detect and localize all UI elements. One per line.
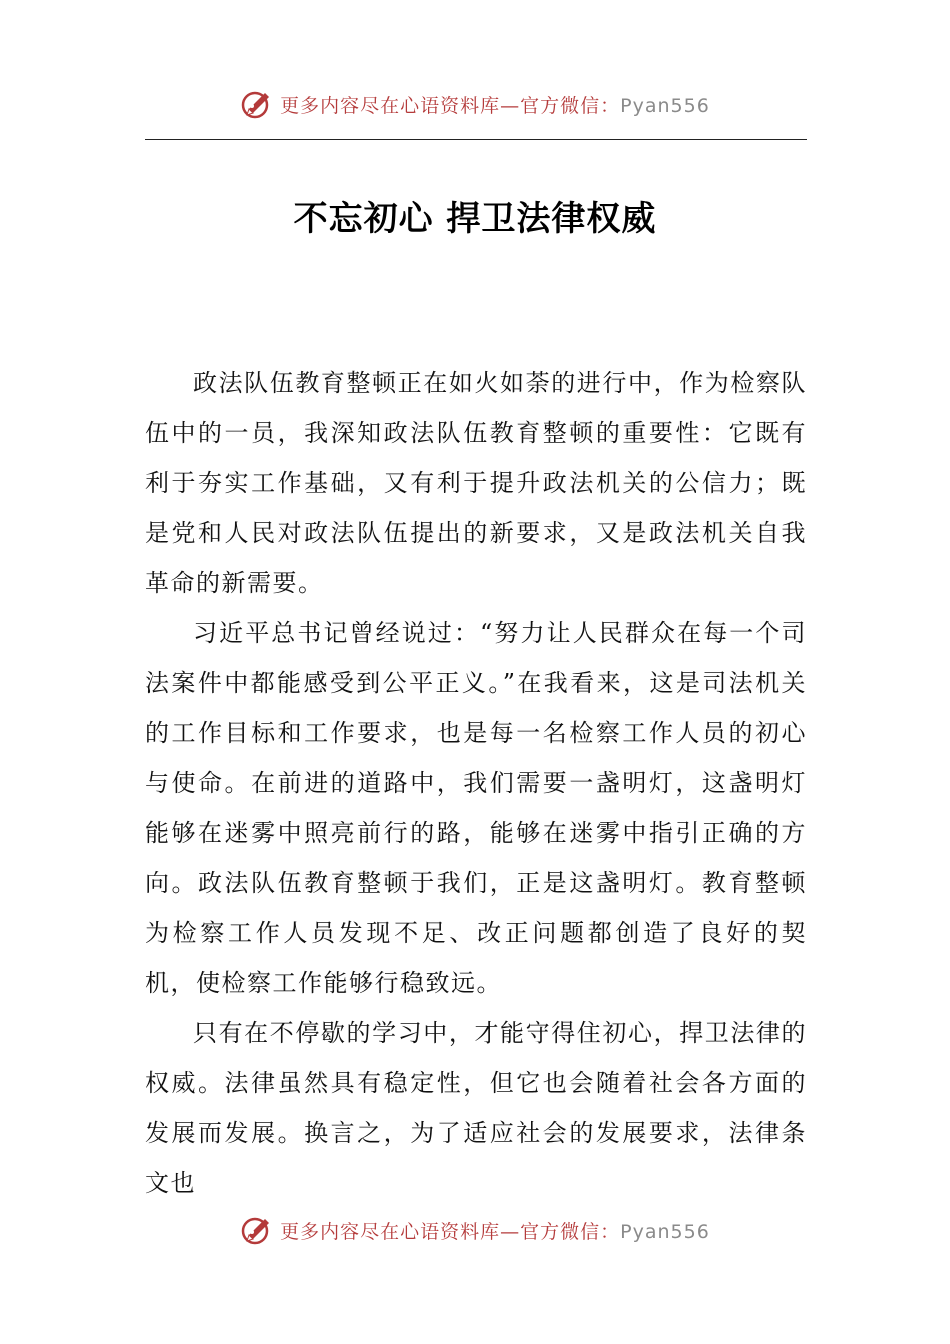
document-body xyxy=(145,358,807,1208)
body-paragraph-2: 习近平总书记曾经说过：“努力让人民群众在每一个司法案件中都能感受到公平正义。”在我看来，这是司法机关的工作目标和工作要求，也是每一名检察工作人员的初心与使命。在前进的道路中，我们需要一盏明灯，这盏明灯能够在迷雾中照亮前行的路，能够在迷雾中指引正确的方向。政法队伍教育整顿于我们，正是这盏明灯。教育整顿为检察工作人员发现不足、改正问题都创造了良好的契机，使检察工作能够行稳致远。 xyxy=(145,619,807,997)
header-banner-label: 更多内容尽在心语资料库—官方微信： xyxy=(280,94,621,117)
pen-logo-icon xyxy=(240,87,274,121)
header-banner xyxy=(0,84,950,124)
header-banner-text xyxy=(280,91,710,118)
pen-logo-icon xyxy=(240,1213,274,1247)
footer-banner-label: 更多内容尽在心语资料库—官方微信： xyxy=(280,1220,621,1243)
footer-wechat-id: Pyan556 xyxy=(620,1220,710,1243)
header-wechat-id: Pyan556 xyxy=(620,94,710,117)
footer-banner-text xyxy=(280,1217,710,1244)
footer-banner xyxy=(0,1210,950,1250)
body-paragraph-3: 只有在不停歇的学习中，才能守得住初心，捍卫法律的权威。法律虽然具有稳定性，但它也会随着社会各方面的发展而发展。换言之，为了适应社会的发展要求，法律条文也 xyxy=(145,1019,807,1197)
header-divider xyxy=(145,139,807,140)
document-title: 不忘初心 捍卫法律权威 xyxy=(293,198,657,239)
body-paragraph-1: 政法队伍教育整顿正在如火如荼的进行中，作为检察队伍中的一员，我深知政法队伍教育整顿的重要性：它既有利于夯实工作基础，又有利于提升政法机关的公信力；既是党和人民对政法队伍提出的新要求，又是政法机关自我革命的新需要。 xyxy=(145,369,807,597)
